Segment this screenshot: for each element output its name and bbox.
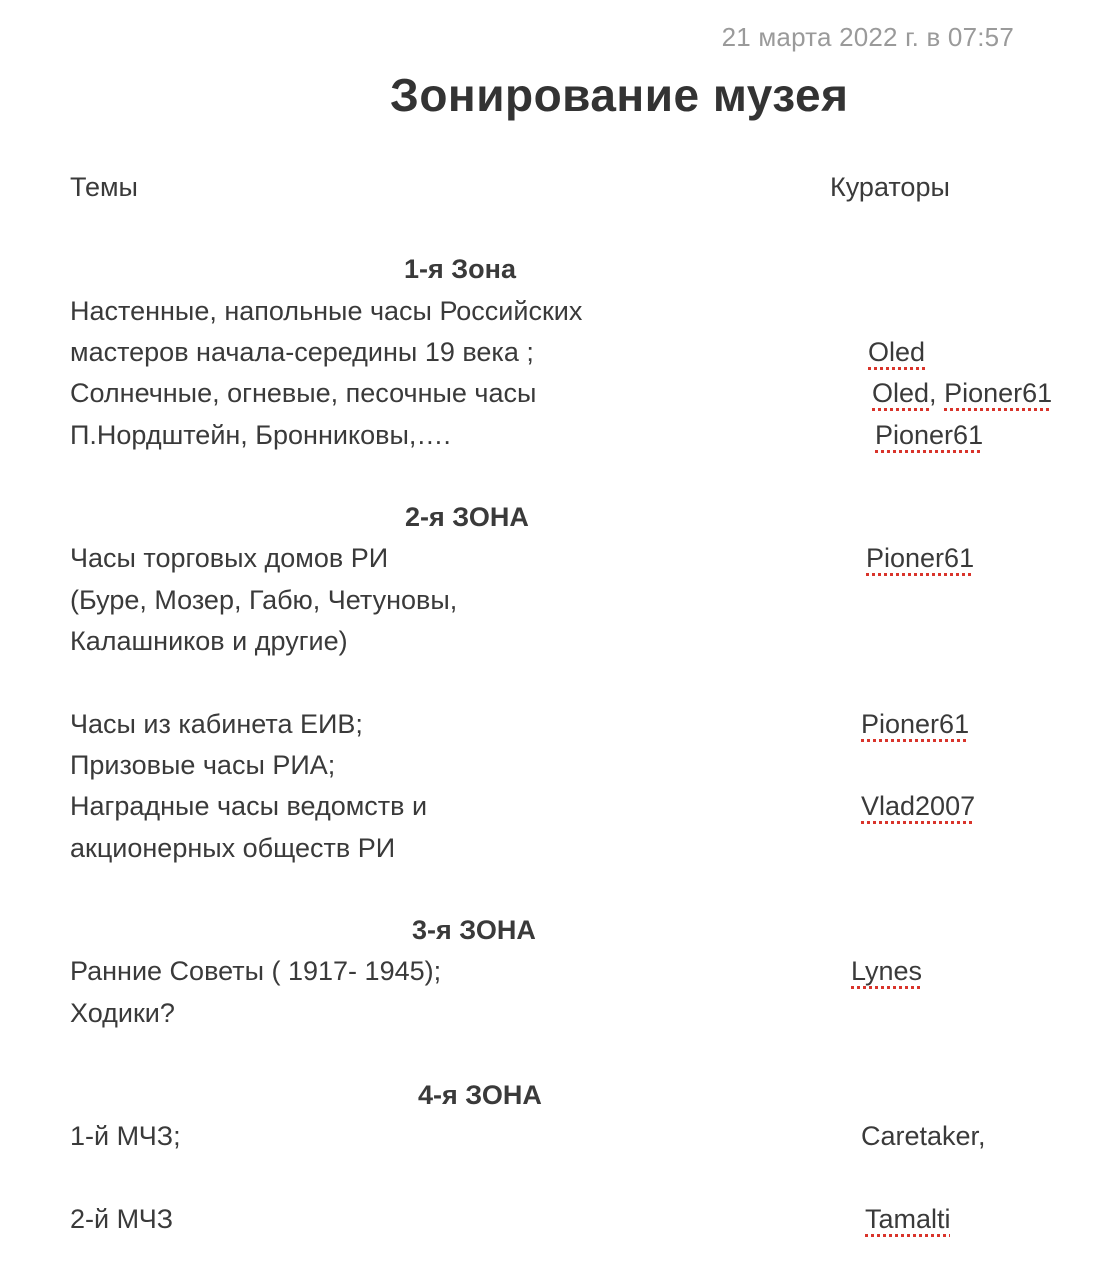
note-timestamp: 21 марта 2022 г. в 07:57 [721,22,1014,52]
zone-3-line: Ранние Советы ( 1917- 1945); [70,956,442,986]
zone-1-curator: Pioner61 [875,420,984,450]
zone-2-line: Часы из кабинета ЕИВ; [70,709,363,739]
zone-2-line: (Буре, Мозер, Габю, Четуновы, [70,585,458,615]
zone-2-curator: Pioner61 [866,543,975,573]
zone-1-curators-pair [872,378,1052,409]
zone-3-line: Ходики? [70,998,175,1028]
zone-2-curator: Vlad2007 [861,791,976,821]
zone-1-curator: Oled [872,378,930,408]
zone-3-title: 3-я ЗОНА [412,915,536,945]
zone-4-curator: Caretaker, [861,1121,986,1151]
zone-4-line: 1-й МЧЗ; [70,1121,181,1151]
column-header-curators: Кураторы [830,172,950,202]
zone-1-line: П.Нордштейн, Бронниковы,…. [70,420,451,450]
zone-1-title: 1-я Зона [404,254,516,284]
zone-2-line: Часы торговых домов РИ [70,543,389,573]
page-title: Зонирование музея [390,69,849,121]
zone-4-curator: Tamalti [865,1204,951,1234]
zone-2-curator: Pioner61 [861,709,970,739]
curator-separator: , [929,378,945,408]
zone-2-line: Наградные часы ведомств и [70,791,428,821]
zone-4-title: 4-я ЗОНА [418,1080,542,1110]
zone-1-curator: Oled [868,337,926,367]
column-header-topics: Темы [70,172,138,202]
zone-1-curator: Pioner61 [944,378,1053,408]
zone-2-title: 2-я ЗОНА [405,502,529,532]
zone-2-line: Калашников и другие) [70,626,348,656]
zone-1-line: Настенные, напольные часы Российских [70,296,583,326]
zone-3-curator: Lynes [851,956,923,986]
zone-2-line: Призовые часы РИА; [70,750,336,780]
zone-1-line: мастеров начала-середины 19 века ; [70,337,534,367]
zone-4-line: 2-й МЧЗ [70,1204,174,1234]
zone-2-line: акционерных обществ РИ [70,833,396,863]
zone-1-line: Солнечные, огневые, песочные часы [70,378,537,408]
